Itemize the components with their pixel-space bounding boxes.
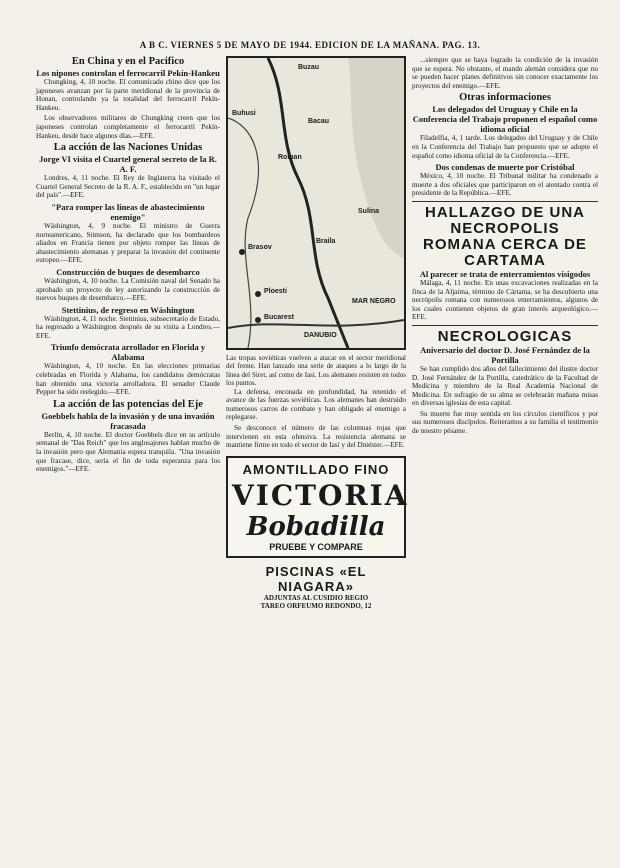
- subhead-uruguay-chile: Los delegados del Uruguay y Chile en la Conferencia del Trabajo proponen el español como idioma oficial: [412, 104, 598, 135]
- ad-line: AMONTILLADO FINO: [242, 461, 390, 477]
- subhead-goebbels: Goebbels habla de la invasión y de una invasión fracasada: [41, 410, 215, 431]
- divider: [412, 201, 598, 202]
- paragraph: Se desconoce el número de las columnas rojas que intervienen en esta ofensiva. La resistencia alemana se mantiene firme en todo el sector de Iasi y del Dniéster.—EFE.: [226, 424, 406, 450]
- pool-title: PISCINAS «EL NIAGARA»: [265, 563, 367, 594]
- map-label: Bacau: [308, 118, 330, 125]
- map-label: Buhusi: [232, 110, 256, 117]
- front-map: [226, 56, 406, 350]
- map-label: Braila: [316, 238, 336, 245]
- headline-eje: La acción de las potencias del Eje: [53, 398, 203, 410]
- paragraph: México, 4, 10 noche. El Tribunal militar ha condenado a muerte a dos oficiales que participaron en el atentado contra el presidente de la República.—EFE.: [412, 172, 598, 198]
- divider: [412, 325, 598, 326]
- ad-brand: VICTORIA: [232, 478, 409, 512]
- map-caption: Las tropas soviéticas vuelven a atacar en el sector meridional del frente. Han lanzado una serie de ataques a lo largo de la línea del Siret, así como de Iasi. Los alemanes resisten en todos los puntos.: [226, 354, 406, 388]
- subhead-stettinius: Stettinius, de regreso en Wáshington: [61, 304, 195, 315]
- subhead-condenas: Dos condenas de muerte por Cristóbal: [435, 162, 575, 173]
- left-column: [36, 56, 220, 476]
- map-label: Roman: [278, 154, 302, 161]
- paragraph: ...siempre que se haya logrado la condición de la invasión que se espera. No obstante, el mando alemán considera que no se pueden hacer planes definitivos sin conocer exactamente los proyectos del enemigo.—EFE.: [412, 56, 598, 90]
- paragraph: Filadelfia, 4, 1 tarde. Los delegados del Uruguay y de Chile en la Conferencia del Trabajo han propuesto que se adopte el español como idioma oficial de la Conferencia.—EFE.: [412, 134, 598, 160]
- subhead-china: Los nipones controlan el ferrocarril Pekín-Hankeu: [36, 68, 220, 78]
- pool-advertisement: [226, 564, 406, 610]
- paragraph: Wáshington, 4, 10 noche. La Comisión naval del Senado ha aprobado un proyecto de ley autorizando la construcción de nuevos buques de desembarco.—EFE.: [36, 276, 220, 303]
- map-label: Bucarest: [264, 314, 294, 321]
- wine-advertisement: [226, 456, 409, 558]
- map-label: Sulina: [358, 208, 380, 215]
- headline-hallazgo: HALLAZGO DE UNA NECROPOLIS ROMANA CERCA DE CARTAMA: [423, 203, 587, 269]
- paragraph: Wáshington, 4, 10 noche. En las elecciones primarias celebradas en Florida y Alabama, los candidatos demócratas han obtenido una victoria arrolladora. El senador Claude Pepper ha sido reelegido.—EFE.: [36, 362, 220, 397]
- subhead-triunfo: Triunfo demócrata arrollador en Florida y Alabama: [50, 342, 206, 363]
- headline-naciones-unidas: La acción de las Naciones Unidas: [53, 142, 203, 154]
- subhead-romper-lineas: "Para romper las líneas de abastecimiento enemigo": [51, 201, 205, 222]
- map-label: Buzau: [298, 64, 319, 71]
- paragraph: Londres, 4, 11 noche. El Rey de Inglaterra ha visitado el Cuartel General Secreto de la R. A. F., establecido en "un lugar del país".—EFE.: [36, 174, 220, 200]
- map-label: MAR NEGRO: [352, 298, 396, 305]
- headline-necrologicas: NECROLOGICAS: [437, 327, 573, 345]
- subhead-buques: Construcción de buques de desembarco: [56, 266, 200, 277]
- middle-column: [226, 56, 409, 610]
- map-label: Brasov: [248, 244, 272, 251]
- paragraph: La defensa, enconada en profundidad, ha retenido el avance de las fuerzas soviéticas. Los alemanes han destruido numerosos carros de combate y han obligado al enemigo a replegarse.: [226, 387, 406, 422]
- map-label: DANUBIO: [304, 332, 337, 339]
- paragraph: Chungking, 4, 10 noche. El comunicado chino dice que los japoneses avanzan por la parte meridional de la provincia de Honan, controlando ya la totalidad del ferrocarril Pekín-Hankeu.: [36, 78, 220, 112]
- ad-slogan: PRUEBE Y COMPARE: [269, 541, 363, 552]
- subhead-jorge-vi: Jorge VI visita el Cuartel general secreto de la R. A. F.: [39, 154, 217, 175]
- pool-address: TAREO ORFEUMO REDONDO, 12: [260, 601, 372, 610]
- ad-brand-script: Bobadilla: [246, 511, 386, 542]
- paragraph: Málaga, 4, 11 noche. En unas excavaciones realizadas en la finca de la Aljaima, término de Cártama, se ha descubierto una necrópolis romana con numerosos enterramientos, algunos de los cuales contienen objetos de gran interés arqueológico.—EFE.: [412, 278, 598, 322]
- paragraph: Wáshington, 4, 11 noche. Stettinius, subsecretario de Estado, ha regresado a Wáshington después de su visita a Londres.—EFE.: [36, 314, 220, 340]
- right-column: [412, 56, 598, 438]
- paragraph: Los observadores militares de Chungking creen que los japoneses controlan completamente el ferrocarril Pekín-Hankeu, desde hace algunos días.—EFE.: [36, 114, 220, 140]
- subhead-necrologica: Aniversario del doctor D. José Fernández de la Portilla: [420, 344, 590, 365]
- map-label: Ploesti: [264, 288, 287, 295]
- paragraph: Berlín, 4, 10 noche. El doctor Goebbels dice en su artículo semanal de "Das Reich" que los anglosajones hablan mucho de la invasión pero que Alemania espera tranquila. "Una invasión que fracase, dice, sería el fin de toda esperanza para los enemigos."—EFE.: [36, 430, 220, 474]
- pool-subtitle: ADJUNTAS AL CUSIDIO REGIO: [263, 593, 369, 602]
- paragraph: Wáshington, 4, 9 noche. El ministro de Guerra norteamericano, Stimson, ha declarado que los bombardeos aliados en Francia tienen por objeto romper las líneas de abastecimiento alemanas y preparar la invasión del continente europeo.—EFE.: [36, 221, 220, 265]
- headline-otras: Otras informaciones: [459, 92, 551, 104]
- headline-china: En China y en el Pacifico: [71, 56, 185, 67]
- paragraph: Se han cumplido dos años del fallecimiento del ilustre doctor D. José Fernández de la Portilla, catedrático de la Facultad de Medicina y miembro de la Real Academia Nacional de Medicina. En sufragio de su alma se celebrarán mañana misas en diversas iglesias de esta capital.: [412, 364, 598, 408]
- page-header: A B C. VIERNES 5 DE MAYO DE 1944. EDICION DE LA MAÑANA. PAG. 13.: [139, 40, 481, 50]
- subhead-hallazgo: Al parecer se trata de enterramientos visigodos: [419, 268, 591, 279]
- paragraph: Su muerte fue muy sentida en los círculos científicos y por sus numerosos discípulos. Reiteramos a su familia el testimonio de nuestro pésame.: [412, 409, 598, 436]
